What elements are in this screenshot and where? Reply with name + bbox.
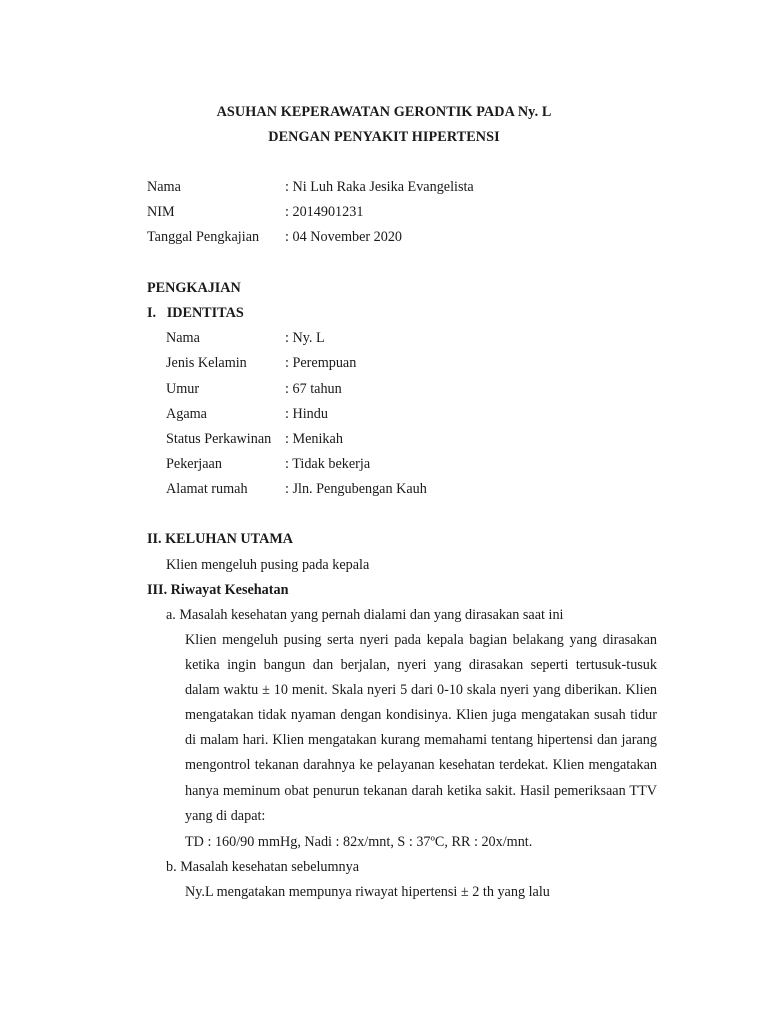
riwayat-a-label: a. Masalah kesehatan yang pernah dialami dan yang dirasakan saat ini [166, 607, 564, 623]
assessment-date-label: Tanggal Pengkajian [147, 229, 260, 245]
identity-value: : Menikah [285, 431, 343, 447]
identity-label: Agama [166, 406, 207, 422]
identity-value: : Jln. Pengubengan Kauh [285, 481, 427, 497]
identitas-heading: I. IDENTITAS [147, 305, 244, 321]
document-title-line2: DENGAN PENYAKIT HIPERTENSI [268, 129, 500, 145]
identity-label: Jenis Kelamin [166, 355, 247, 371]
riwayat-a-vitals: TD : 160/90 mmHg, Nadi : 82x/mnt, S : 37ºC, RR : 20x/mnt. [185, 834, 533, 850]
identity-label: Umur [166, 381, 200, 397]
riwayat-heading: III. Riwayat Kesehatan [147, 582, 289, 598]
riwayat-b-label: b. Masalah kesehatan sebelumnya [166, 859, 360, 875]
identity-label: Status Perkawinan [166, 431, 272, 447]
student-nim-value: : 2014901231 [285, 204, 364, 220]
keluhan-text: Klien mengeluh pusing pada kepala [166, 557, 370, 573]
identity-value: : 67 tahun [285, 381, 342, 397]
document-title-line1: ASUHAN KEPERAWATAN GERONTIK PADA Ny. L [216, 104, 552, 120]
identity-value: : Ny. L [285, 330, 325, 346]
identity-value: : Hindu [285, 406, 328, 422]
assessment-date-value: : 04 November 2020 [285, 229, 403, 245]
identity-value: : Tidak bekerja [285, 456, 371, 472]
riwayat-a-paragraph: Klien mengeluh pusing serta nyeri pada kepala bagian belakang yang dirasakan ketika ingin bangun dan berjalan, nyeri yang dirasakan seperti tertusuk-tusuk dalam waktu ± 10 menit. Skala nyeri 5 dari 0-10 skala nyeri yang diberikan. Klien mengatakan tidak nyaman dengan kondisinya. Klien juga mengatakan susah tidur di malam hari. Klien mengatakan kurang memahami tentang hipertensi dan jarang mengontrol tekanan darahnya ke pelayanan kesehatan terdekat. Klien mengatakan hanya meminum obat penurun tekanan darah ketika sakit. Hasil pemeriksaan TTV yang di dapat: [185, 632, 657, 824]
keluhan-heading: II. KELUHAN UTAMA [147, 531, 293, 547]
student-name-value: : Ni Luh Raka Jesika Evangelista [285, 179, 474, 195]
student-name-label: Nama [147, 179, 181, 195]
identity-label: Pekerjaan [166, 456, 222, 472]
student-nim-label: NIM [147, 204, 175, 220]
identity-label: Alamat rumah [166, 481, 248, 497]
identity-value: : Perempuan [285, 355, 357, 371]
pengkajian-heading: PENGKAJIAN [147, 280, 241, 296]
riwayat-b-text: Ny.L mengatakan mempunya riwayat hipertensi ± 2 th yang lalu [185, 884, 550, 900]
identity-label: Nama [166, 330, 200, 346]
